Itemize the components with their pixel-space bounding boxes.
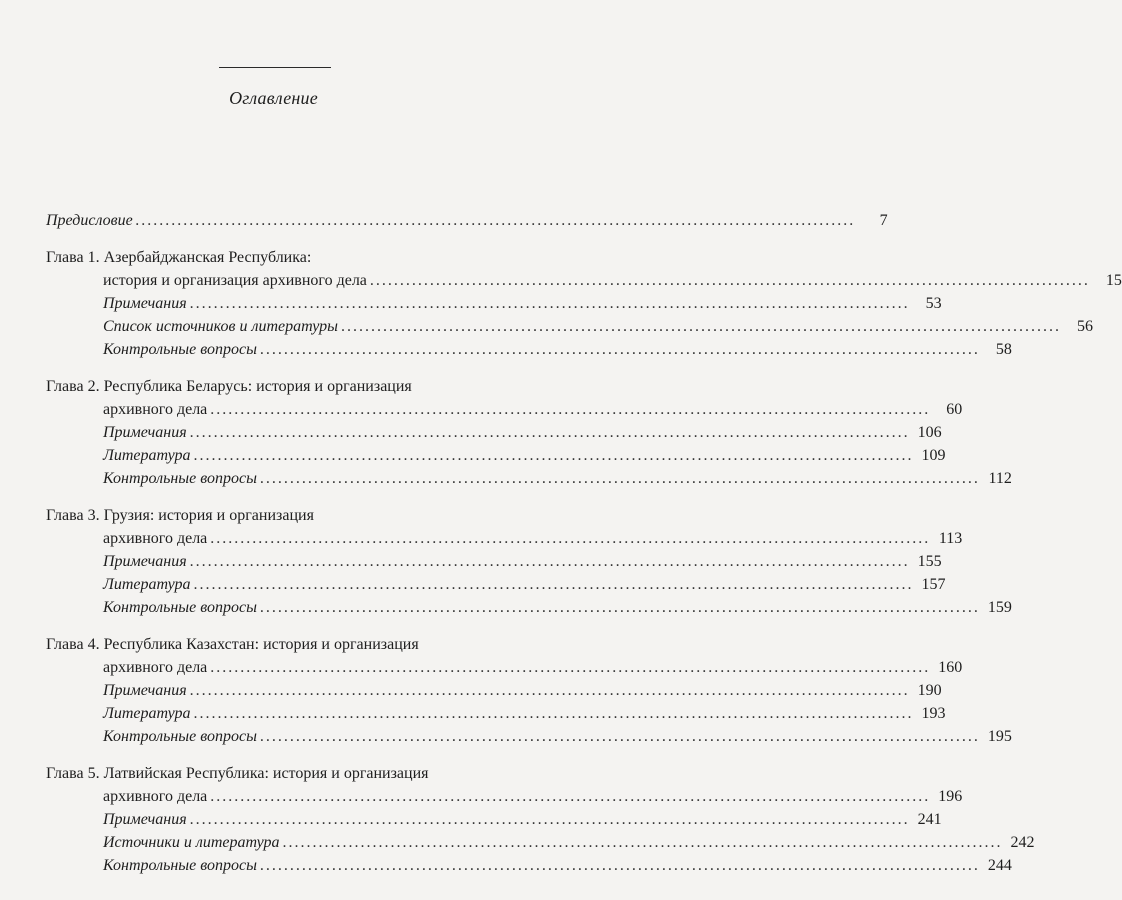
chapter-block: [46, 762, 1035, 877]
toc-entry-label: архивного дела: [103, 659, 208, 676]
toc-entry-page: 56: [1077, 318, 1094, 335]
toc-entry-label: архивного дела: [103, 401, 208, 418]
chapter-block: [46, 633, 1012, 748]
chapter-title-line[interactable]: Глава 3. Грузия: история и организация: [46, 507, 314, 524]
chapter-title-continuation[interactable]: [46, 398, 963, 421]
toc-entry-page: 106: [917, 424, 942, 441]
toc-entry-page: 7: [879, 212, 888, 229]
toc-entry-label: Контрольные вопросы: [103, 857, 257, 874]
toc-entry-page: 112: [988, 470, 1012, 487]
chapter-list: [46, 246, 1122, 877]
chapter-title-line[interactable]: Глава 5. Латвийская Республика: история и организация: [46, 765, 429, 782]
toc-subentry[interactable]: [46, 467, 1012, 490]
toc-entry-page: 195: [987, 728, 1012, 745]
toc-entry-page: 53: [925, 295, 942, 312]
chapter-title-continuation[interactable]: [46, 269, 1122, 292]
dot-leader: ........................................................................................................................: [282, 834, 1003, 851]
toc-entry-label: Примечания: [103, 295, 187, 312]
toc-subentry[interactable]: [46, 315, 1094, 338]
toc-subentry[interactable]: [46, 808, 942, 831]
toc-entry-label: Контрольные вопросы: [103, 599, 257, 616]
page-title: Оглавление: [229, 88, 318, 108]
toc-entry-label: архивного дела: [103, 530, 208, 547]
toc-entry-label: Литература: [103, 576, 191, 593]
toc-entry-page: 15: [1105, 272, 1122, 289]
toc-entry-page: 60: [946, 401, 963, 418]
toc-entry-label: Предисловие: [46, 212, 133, 229]
dot-leader: ........................................................................................................................: [189, 682, 910, 699]
dot-leader: ........................................................................................................................: [210, 788, 931, 805]
toc-entry-page: 242: [1010, 834, 1035, 851]
dot-leader: ........................................................................................................................: [193, 576, 914, 593]
toc-entry-page: 155: [917, 553, 942, 570]
toc-entry-page: 157: [921, 576, 946, 593]
dot-leader: ........................................................................................................................: [193, 447, 914, 464]
dot-leader: ........................................................................................................................: [189, 424, 910, 441]
toc-subentry[interactable]: [46, 550, 942, 573]
toc-entry-page: 193: [921, 705, 946, 722]
chapter-title-continuation[interactable]: [46, 527, 963, 550]
dot-leader: ........................................................................................................................: [210, 401, 931, 418]
toc-entry-label: Литература: [103, 447, 191, 464]
dot-leader: ........................................................................................................................: [189, 811, 910, 828]
dot-leader: ........................................................................................................................: [210, 659, 931, 676]
toc-entry-page: 244: [987, 857, 1012, 874]
toc-subentry[interactable]: [46, 831, 1035, 854]
toc-subentry[interactable]: [46, 702, 946, 725]
toc-entry-label: Контрольные вопросы: [103, 728, 257, 745]
toc-entry-label: Литература: [103, 705, 191, 722]
dot-leader: ........................................................................................................................: [189, 553, 910, 570]
toc-entry-label: история и организация архивного дела: [103, 272, 367, 289]
toc-entry-label: Примечания: [103, 553, 187, 570]
toc-subentry[interactable]: [46, 679, 942, 702]
dot-leader: ........................................................................................................................: [210, 530, 931, 547]
table-of-contents: [46, 209, 1122, 877]
toc-subentry[interactable]: [46, 725, 1012, 748]
toc-entry-label: Контрольные вопросы: [103, 341, 257, 358]
toc-entry-page: 190: [917, 682, 942, 699]
toc-entry-label: Примечания: [103, 811, 187, 828]
toc-subentry[interactable]: [46, 854, 1012, 877]
dot-leader: ........................................................................................................................: [259, 728, 980, 745]
toc-subentry[interactable]: [46, 573, 946, 596]
dot-leader: ........................................................................................................................: [259, 857, 980, 874]
toc-entry-label: Список источников и литературы: [103, 318, 339, 335]
toc-entry-page: 58: [995, 341, 1012, 358]
chapter-block: [46, 375, 1012, 490]
chapter-title-line[interactable]: Глава 2. Республика Беларусь: история и организация: [46, 378, 412, 395]
chapter-title-line[interactable]: Глава 4. Республика Казахстан: история и организация: [46, 636, 419, 653]
dot-leader: ........................................................................................................................: [135, 212, 856, 229]
toc-subentry[interactable]: [46, 421, 942, 444]
dot-leader: ........................................................................................................................: [259, 599, 980, 616]
toc-entry-page: 113: [938, 530, 963, 547]
dot-leader: ........................................................................................................................: [193, 705, 914, 722]
toc-entry-page: 159: [987, 599, 1012, 616]
toc-subentry[interactable]: [46, 292, 942, 315]
header-rule: [219, 67, 331, 68]
toc-subentry[interactable]: [46, 596, 1012, 619]
dot-leader: ........................................................................................................................: [341, 318, 1062, 335]
toc-entry-label: архивного дела: [103, 788, 208, 805]
chapter-block: [46, 504, 1012, 619]
toc-subentry[interactable]: [46, 338, 1012, 361]
toc-entry-label: Примечания: [103, 682, 187, 699]
toc-entry-label: Примечания: [103, 424, 187, 441]
chapter-title-continuation[interactable]: [46, 656, 963, 679]
chapter-title-line[interactable]: Глава 1. Азербайджанская Республика:: [46, 249, 312, 266]
toc-entry-preface[interactable]: [46, 209, 888, 232]
toc-entry-page: 109: [921, 447, 946, 464]
chapter-title-continuation[interactable]: [46, 785, 963, 808]
chapter-block: [46, 246, 1122, 361]
toc-entry-page: 196: [938, 788, 963, 805]
toc-entry-page: 160: [938, 659, 963, 676]
dot-leader: ........................................................................................................................: [189, 295, 910, 312]
toc-entry-label: Источники и литература: [103, 834, 280, 851]
toc-entry-page: 241: [917, 811, 942, 828]
dot-leader: ........................................................................................................................: [259, 470, 980, 487]
toc-entry-label: Контрольные вопросы: [103, 470, 257, 487]
dot-leader: ........................................................................................................................: [369, 272, 1090, 289]
toc-subentry[interactable]: [46, 444, 946, 467]
dot-leader: ........................................................................................................................: [259, 341, 980, 358]
